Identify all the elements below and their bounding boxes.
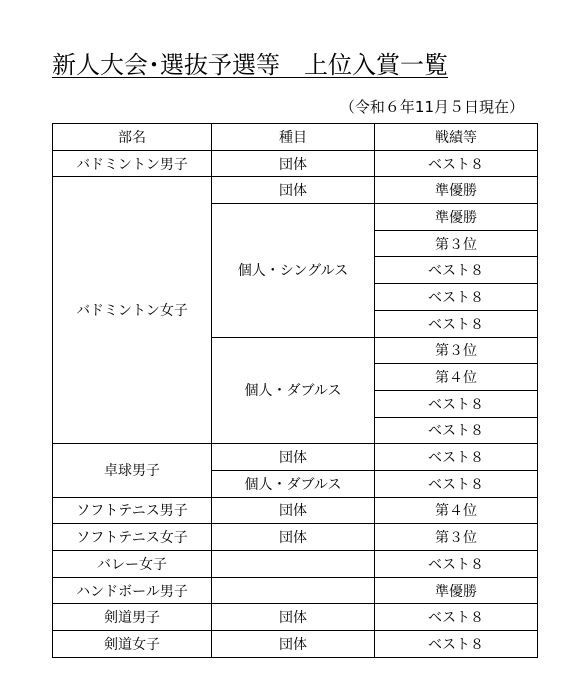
result-cell: ベスト８ xyxy=(375,631,538,658)
result-cell: ベスト８ xyxy=(375,390,538,417)
event-cell: 個人・シングルス xyxy=(212,204,375,337)
result-cell: ベスト８ xyxy=(375,444,538,471)
result-cell: 第３位 xyxy=(375,524,538,551)
result-cell: 第３位 xyxy=(375,230,538,257)
result-cell: ベスト８ xyxy=(375,551,538,578)
table-row xyxy=(53,177,538,204)
table-row xyxy=(53,497,538,524)
club-cell: ハンドボール男子 xyxy=(53,577,212,604)
club-cell: ソフトテニス女子 xyxy=(53,524,212,551)
event-cell: 団体 xyxy=(212,444,375,471)
event-cell xyxy=(212,577,375,604)
club-cell: 卓球男子 xyxy=(53,444,212,497)
table-row xyxy=(53,150,538,177)
result-cell: ベスト８ xyxy=(375,604,538,631)
club-cell: ソフトテニス男子 xyxy=(53,497,212,524)
result-cell: ベスト８ xyxy=(375,417,538,444)
club-cell: バドミントン男子 xyxy=(53,150,212,177)
result-cell: 準優勝 xyxy=(375,204,538,231)
result-cell: ベスト８ xyxy=(375,257,538,284)
result-cell: ベスト８ xyxy=(375,150,538,177)
header-club: 部名 xyxy=(53,124,212,151)
table-row xyxy=(53,524,538,551)
result-cell: ベスト８ xyxy=(375,470,538,497)
as-of-date: （令和６年11月５日現在） xyxy=(339,98,524,116)
event-cell: 団体 xyxy=(212,524,375,551)
table-row xyxy=(53,631,538,658)
page-title: 新人大会･選抜予選等 上位入賞一覧 xyxy=(52,51,448,79)
event-cell: 個人・ダブルス xyxy=(212,470,375,497)
header-event: 種目 xyxy=(212,124,375,151)
club-cell: 剣道男子 xyxy=(53,604,212,631)
result-cell: 第４位 xyxy=(375,497,538,524)
event-cell xyxy=(212,551,375,578)
table-row xyxy=(53,444,538,471)
event-cell: 団体 xyxy=(212,497,375,524)
event-cell: 個人・ダブルス xyxy=(212,337,375,444)
club-cell: バレー女子 xyxy=(53,551,212,578)
table-row xyxy=(53,577,538,604)
result-cell: ベスト８ xyxy=(375,310,538,337)
result-cell: 第４位 xyxy=(375,364,538,391)
club-cell: 剣道女子 xyxy=(53,631,212,658)
event-cell: 団体 xyxy=(212,150,375,177)
result-cell: 準優勝 xyxy=(375,177,538,204)
header-result: 戦績等 xyxy=(375,124,538,151)
result-cell: ベスト８ xyxy=(375,284,538,311)
club-cell: バドミントン女子 xyxy=(53,177,212,444)
table-header-row xyxy=(53,124,538,151)
table-row xyxy=(53,551,538,578)
event-cell: 団体 xyxy=(212,604,375,631)
event-cell: 団体 xyxy=(212,631,375,658)
result-cell: 第３位 xyxy=(375,337,538,364)
table-row xyxy=(53,604,538,631)
result-cell: 準優勝 xyxy=(375,577,538,604)
results-table xyxy=(52,123,538,658)
event-cell: 団体 xyxy=(212,177,375,204)
